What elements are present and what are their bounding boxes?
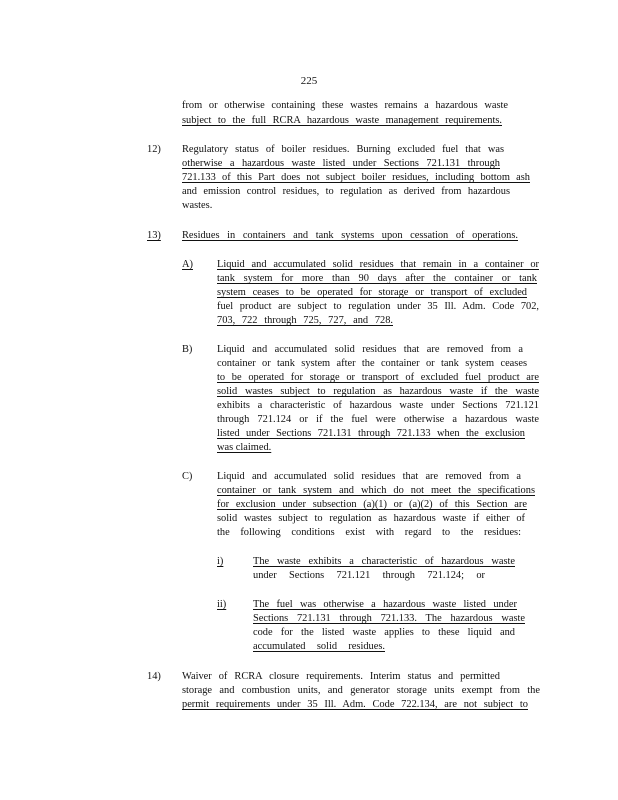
item-13-heading: Residues in containers and tank systems upon cessation of operations. bbox=[182, 230, 518, 241]
item-14-line-3: permit requirements under 35 Ill. Adm. Code 722.134, are not subject to bbox=[182, 699, 528, 710]
item-13Ci-line-2: under Sections 721.121 through 721.124; or bbox=[253, 570, 485, 581]
item-13B-line-3: to be operated for storage or transport of excluded fuel product are bbox=[217, 372, 539, 383]
item-12-line-3: 721.133 of this Part does not subject boiler residues, including bottom ash bbox=[182, 172, 530, 183]
item-13B-line-7: listed under Sections 721.131 through 721.133 when the exclusion bbox=[217, 428, 525, 439]
intro-line-2: subject to the full RCRA hazardous waste management requirements. bbox=[182, 115, 502, 126]
item-13A-label: A) bbox=[182, 259, 193, 270]
item-12-line-5: wastes. bbox=[182, 200, 213, 211]
item-13-label: 13) bbox=[147, 230, 161, 241]
item-13C-line-1: Liquid and accumulated solid residues that are removed from a bbox=[217, 471, 521, 482]
item-13A-line-5: 703, 722 through 725, 727, and 728. bbox=[217, 315, 393, 326]
item-13B-line-5: exhibits a characteristic of hazardous waste under Sections 721.121 bbox=[217, 400, 539, 411]
item-12-line-4: and emission control residues, to regulation as derived from hazardous bbox=[182, 186, 510, 197]
page-number: 225 bbox=[300, 75, 318, 87]
item-14-line-2: storage and combustion units, and generator storage units exempt from the bbox=[182, 685, 540, 696]
item-13B-line-4: solid wastes subject to regulation as hazardous waste if the waste bbox=[217, 386, 539, 397]
item-13A-line-4: fuel product are subject to regulation under 35 Ill. Adm. Code 702, bbox=[217, 301, 539, 312]
item-13Cii-label: ii) bbox=[217, 599, 227, 610]
item-14-label: 14) bbox=[147, 671, 161, 682]
item-13A-line-1: Liquid and accumulated solid residues that remain in a container or bbox=[217, 259, 539, 270]
item-13B-label: B) bbox=[182, 344, 193, 355]
item-12-label: 12) bbox=[147, 144, 161, 155]
item-13B-line-2: container or tank system after the container or tank system ceases bbox=[217, 358, 527, 369]
item-13B-line-1: Liquid and accumulated solid residues that are removed from a bbox=[217, 344, 523, 355]
intro-line-1: from or otherwise containing these wastes remains a hazardous waste bbox=[182, 100, 508, 111]
item-13C-line-2: container or tank system and which do not meet the specifications bbox=[217, 485, 535, 496]
item-13A-line-2: tank system for more than 90 days after the container or tank bbox=[217, 273, 537, 284]
item-13Ci-label: i) bbox=[217, 556, 224, 567]
item-12-line-2: otherwise a hazardous waste listed under Sections 721.131 through bbox=[182, 158, 500, 169]
item-13Ci-line-1: The waste exhibits a characteristic of hazardous waste bbox=[253, 556, 515, 567]
item-13B-line-8: was claimed. bbox=[217, 442, 272, 453]
item-13B-line-6: through 721.124 or if the fuel were otherwise a hazardous waste bbox=[217, 414, 539, 425]
item-13Cii-line-2: Sections 721.131 through 721.133. The hazardous waste bbox=[253, 613, 525, 624]
item-13C-line-3: for exclusion under subsection (a)(1) or (a)(2) of this Section are bbox=[217, 499, 527, 510]
item-13C-line-5: the following conditions exist with regard to the residues: bbox=[217, 527, 521, 538]
item-13Cii-line-1: The fuel was otherwise a hazardous waste listed under bbox=[253, 599, 517, 610]
item-13A-line-3: system ceases to be operated for storage or transport of excluded bbox=[217, 287, 527, 298]
item-13Cii-line-4: accumulated solid residues. bbox=[253, 641, 385, 652]
item-14-line-1: Waiver of RCRA closure requirements. Interim status and permitted bbox=[182, 671, 500, 682]
item-13C-label: C) bbox=[182, 471, 193, 482]
item-12-line-1: Regulatory status of boiler residues. Burning excluded fuel that was bbox=[182, 144, 504, 155]
item-13Cii-line-3: code for the listed waste applies to these liquid and bbox=[253, 627, 515, 638]
item-13C-line-4: solid wastes subject to regulation as hazardous waste if either of bbox=[217, 513, 525, 524]
